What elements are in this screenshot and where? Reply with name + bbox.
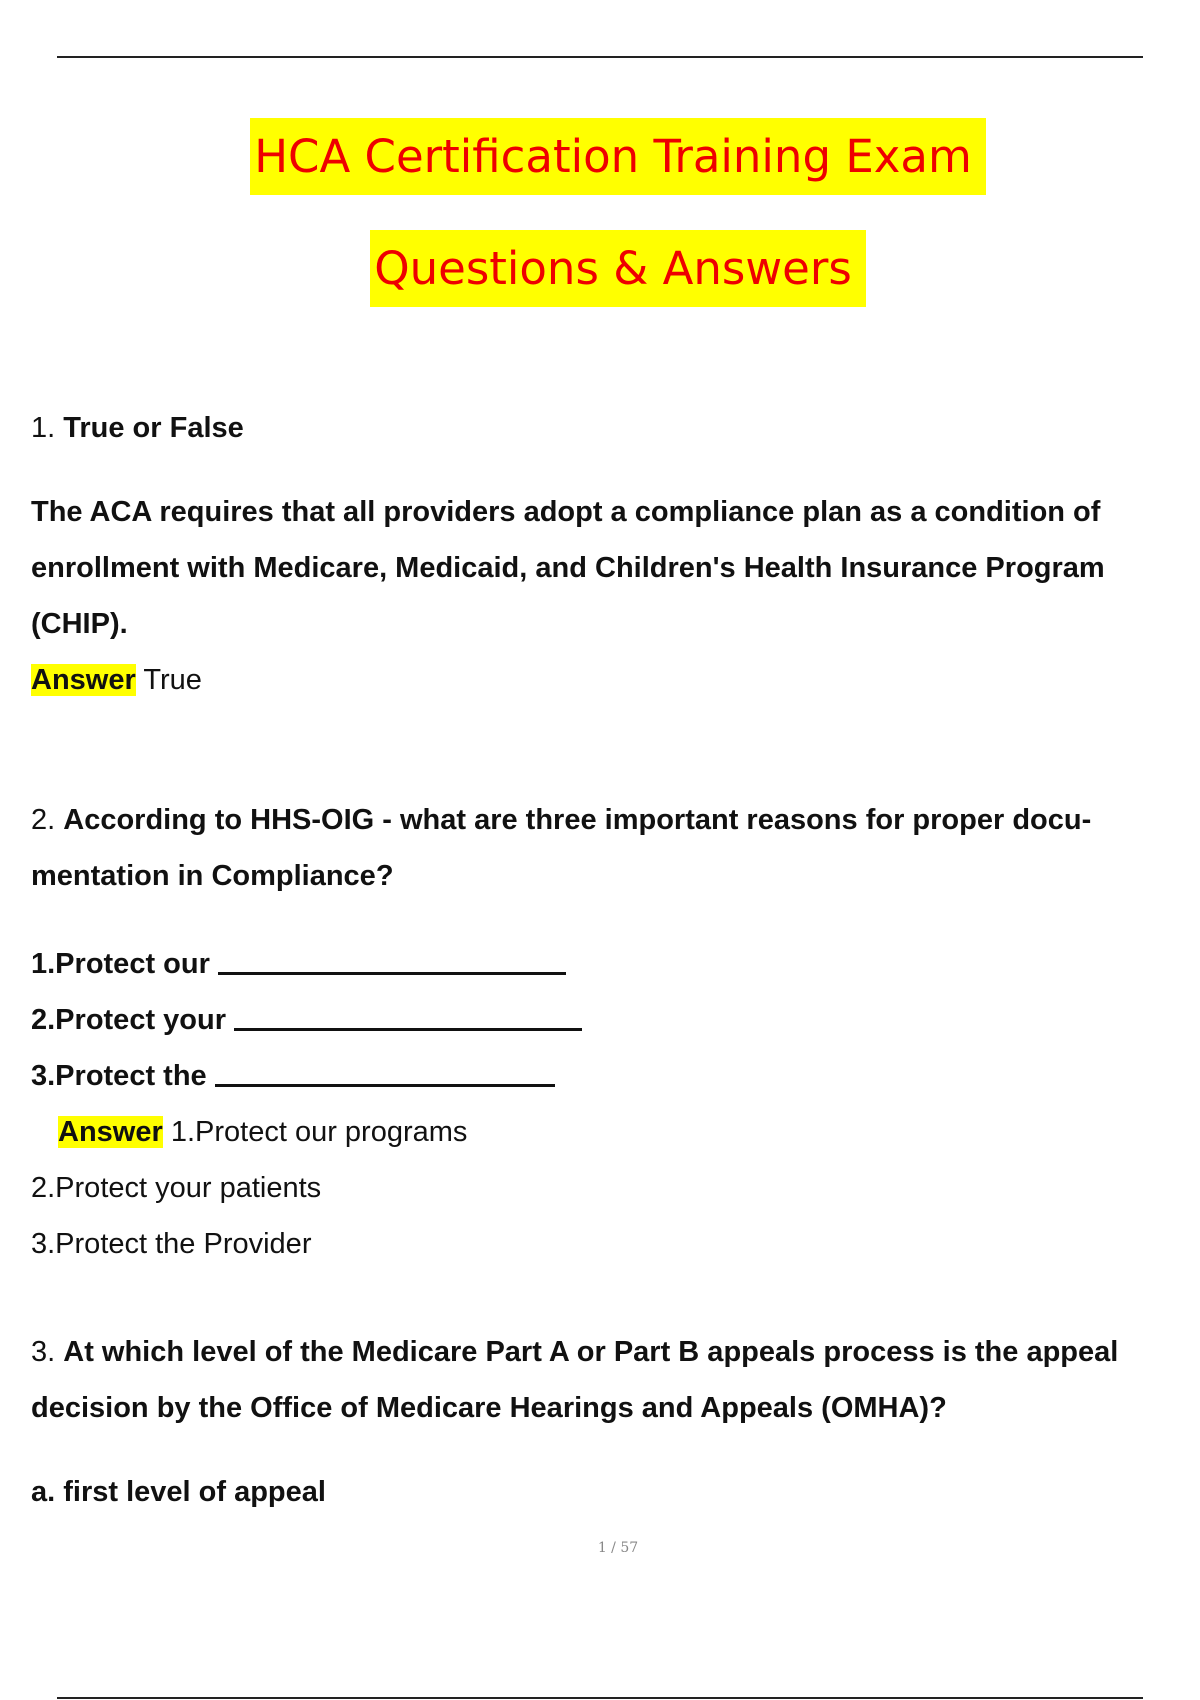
question-2-answer-line: 2.Protect your patients [31, 1172, 322, 1204]
question-2-text-line: 2. According to HHS-OIG - what are three important reasons for proper docu- [31, 804, 1092, 836]
question-2-text-line: mentation in Compliance? [31, 860, 394, 892]
answer-blank-line [215, 1084, 555, 1087]
document-subtitle: Questions & Answers [0, 246, 1200, 291]
question-number: 2. [31, 804, 56, 836]
question-1-heading [31, 400, 1200, 456]
answer-label: Answer [31, 664, 136, 696]
question-3-option: a. first level of appeal [31, 1476, 326, 1508]
page-number: 1 / 57 [597, 1540, 639, 1556]
question-2-option: 1.Protect our [31, 936, 1200, 992]
question-2-option: 3.Protect the [31, 1048, 1200, 1104]
question-1-answer [31, 652, 1200, 708]
question-3-text-line: decision by the Office of Medicare Hearings and Appeals (OMHA)? [31, 1392, 947, 1424]
question-number: 3. [31, 1336, 56, 1368]
answer-value: True [143, 664, 202, 696]
question-1-text-line: enrollment with Medicare, Medicaid, and Children's Health Insurance Program [31, 552, 1105, 584]
answer-label: Answer [58, 1116, 163, 1148]
question-2-option: 2.Protect your [31, 992, 1200, 1048]
answer-blank-line [234, 1028, 582, 1031]
answer-value: 1.Protect our programs [170, 1116, 468, 1148]
question-1-text-line: (CHIP). [31, 608, 128, 640]
top-rule [57, 56, 1143, 58]
question-title: True or False [63, 412, 244, 444]
question-number: 1. [31, 412, 56, 444]
question-2-answer [31, 1104, 1200, 1160]
question-3-text-line: 3. At which level of the Medicare Part A or Part B appeals process is the appeal [31, 1336, 1119, 1368]
bottom-rule [57, 1697, 1143, 1699]
question-list [31, 400, 1200, 1520]
answer-blank-line [218, 972, 566, 975]
question-1-text-line: The ACA requires that all providers adopt a compliance plan as a condition of [31, 496, 1101, 528]
question-2-answer-line: 3.Protect the Provider [31, 1228, 312, 1260]
document-title: HCA Certification Training Exam [0, 134, 1200, 179]
